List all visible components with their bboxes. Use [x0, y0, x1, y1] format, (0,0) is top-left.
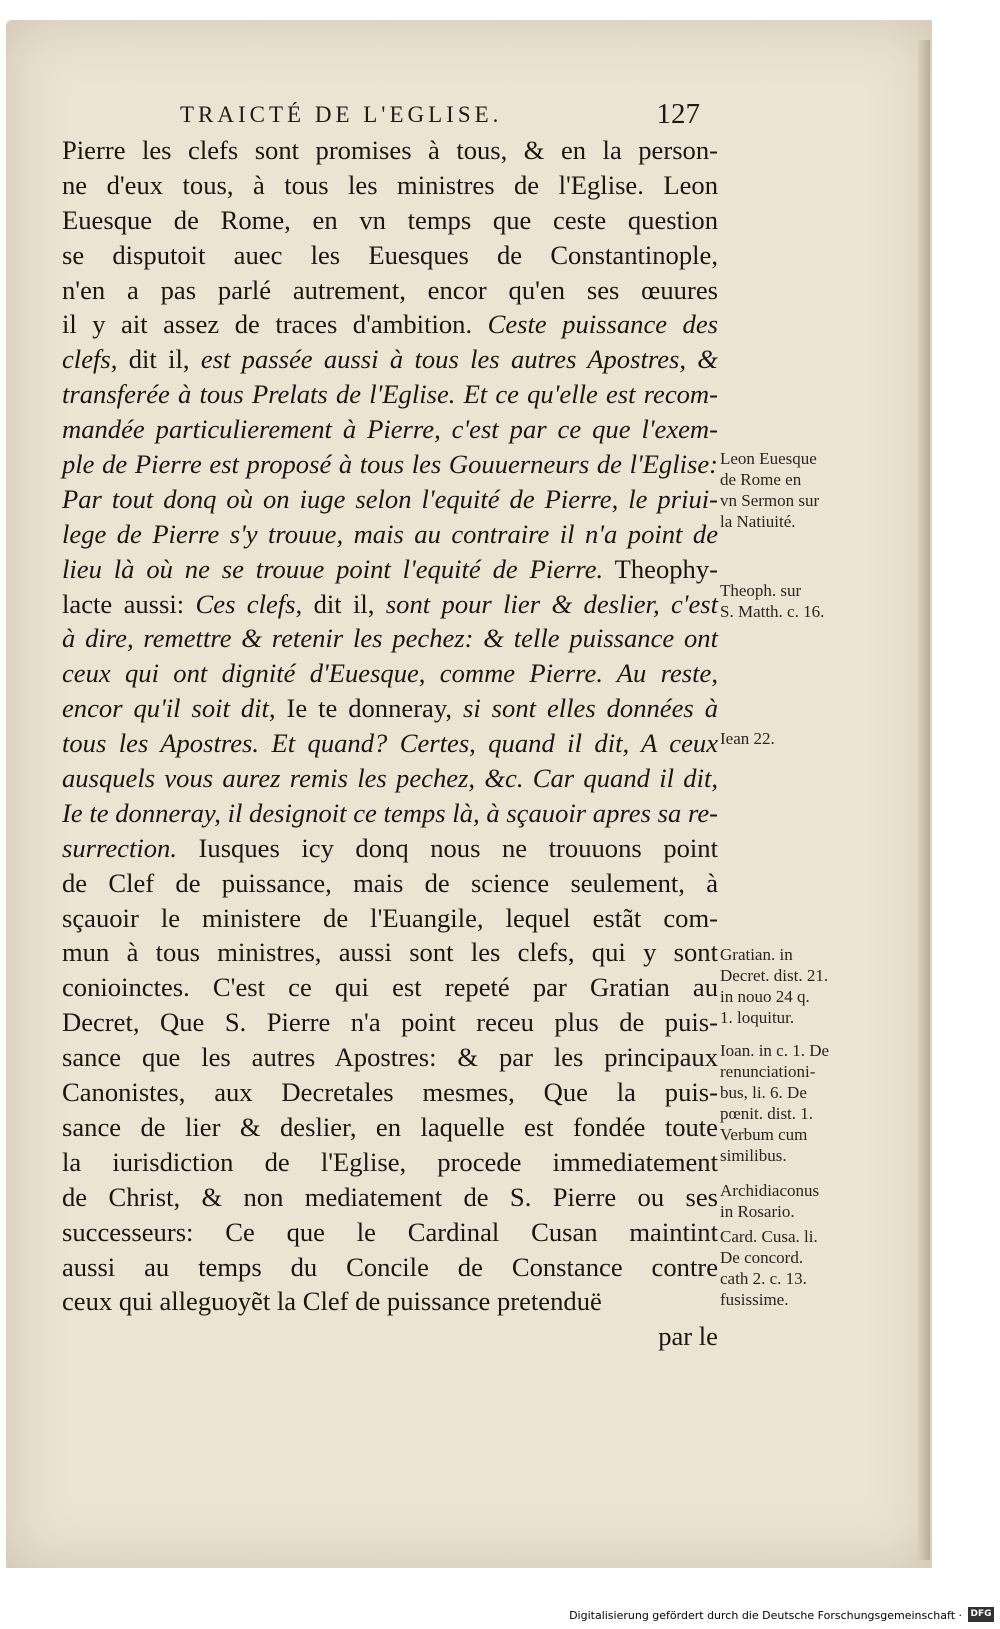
text-line	[62, 866, 718, 901]
digitization-credit: Digitalisierung gefördert durch die Deutsche Forschungsgemeinschaft ·	[569, 1609, 962, 1622]
italic-quote: lieu là où ne se trouue point l'equité de Pierre.	[62, 553, 604, 584]
italic-quote: ple de Pierre est proposé à tous les Gouuerneurs de l'Eglise:	[62, 449, 718, 480]
italic-quote: surrection.	[62, 832, 177, 863]
italic-quote: est passée aussi à tous les autres Apostres, &	[200, 344, 718, 375]
text-line	[62, 1040, 718, 1075]
text-line	[62, 1215, 718, 1250]
roman-text: successeurs: Ce que le Cardinal Cusan maintint	[62, 1216, 718, 1247]
text-line	[62, 935, 718, 970]
text-line	[62, 307, 718, 342]
text-line	[62, 517, 718, 552]
italic-quote: si sont elles données à	[463, 693, 718, 724]
margin-note-line: Archidiaconus	[720, 1181, 820, 1200]
dfg-logo-icon: DFG	[968, 1607, 994, 1622]
roman-text: il y ait assez de traces d'ambition.	[62, 309, 488, 340]
roman-text: Decret, Que S. Pierre n'a point receu plus de puis-	[62, 1007, 718, 1038]
text-line	[62, 726, 718, 761]
roman-text: de Christ, & non mediatement de S. Pierre ou ses	[62, 1181, 718, 1212]
text-line	[62, 482, 718, 517]
margin-note-line: renunciationi-	[720, 1062, 816, 1081]
margin-note-line: similibus.	[720, 1146, 787, 1165]
roman-text: de Clef de puissance, mais de science seulement, à	[62, 867, 718, 898]
text-line	[62, 238, 718, 273]
margin-note-line: Iean 22.	[720, 729, 775, 748]
margin-note	[720, 1226, 818, 1310]
text-line	[62, 901, 718, 936]
italic-quote: Ceste puissance des	[487, 309, 718, 340]
italic-quote: à dire, remettre & retenir les pechez: & telle puissance ont	[62, 623, 718, 654]
italic-quote: Ie te donneray, il designoit ce temps là, à sçauoir apres sa re-	[62, 797, 718, 828]
roman-text: aussi au temps du Concile de Constance contre	[62, 1251, 718, 1282]
text-line	[62, 970, 718, 1005]
catchword: par le	[658, 1321, 718, 1352]
roman-text: dit il,	[302, 588, 386, 619]
roman-text: sance que les autres Apostres: & par les principaux	[62, 1042, 718, 1073]
roman-text: n'en a pas parlé autrement, encor qu'en ses œuures	[62, 274, 718, 305]
margin-note-line: bus, li. 6. De	[720, 1083, 807, 1102]
margin-note	[720, 448, 819, 532]
roman-text: ceux qui alleguoyẽt la Clef de puissance pretenduë	[62, 1286, 602, 1317]
margin-note-line: in nouo 24 q.	[720, 987, 810, 1006]
page-number: 127	[656, 98, 700, 130]
text-line	[62, 796, 718, 831]
text-line	[62, 761, 718, 796]
margin-note-line: la Natiuité.	[720, 512, 796, 531]
italic-quote: encor qu'il soit dit,	[62, 693, 276, 724]
margin-note-line: in Rosario.	[720, 1202, 795, 1221]
roman-text: Ie te donneray,	[275, 693, 464, 724]
roman-text: la iurisdiction de l'Eglise, procede immediatement	[62, 1146, 718, 1177]
roman-text: Euesque de Rome, en vn temps que ceste question	[62, 204, 718, 235]
italic-quote: tous les Apostres. Et quand? Certes, quand il dit, A ceux	[62, 728, 718, 759]
text-line	[62, 1110, 718, 1145]
margin-note	[720, 580, 824, 622]
italic-quote: Par tout donq où on iuge selon l'equité de Pierre, le priui-	[62, 483, 718, 514]
margin-note	[720, 944, 828, 1028]
margin-note-line: cath 2. c. 13.	[720, 1269, 807, 1288]
text-line	[62, 1180, 718, 1215]
roman-text: sance de lier & deslier, en laquelle est fondée toute	[62, 1111, 718, 1142]
margin-note	[720, 1040, 829, 1166]
text-line	[62, 203, 718, 238]
page-edge	[918, 40, 930, 1560]
running-head: TRAICTÉ DE L'EGLISE.	[180, 102, 503, 127]
italic-quote: ausquels vous aurez remis les pechez, &c. Car quand il dit,	[62, 763, 718, 794]
roman-text: conioinctes. C'est ce qui est repeté par Gratian au	[62, 972, 718, 1003]
margin-note	[720, 1180, 819, 1222]
text-line	[62, 587, 718, 622]
margin-note-line: De concord.	[720, 1248, 804, 1267]
text-line	[62, 831, 718, 866]
roman-text: Iusques icy donq nous ne trouuons point	[176, 832, 718, 863]
text-line	[62, 1250, 718, 1285]
text-line	[62, 691, 718, 726]
italic-quote: Ces clefs,	[195, 588, 303, 619]
text-line	[62, 1005, 718, 1040]
text-line	[62, 1284, 718, 1319]
roman-text: sçauoir le ministere de l'Euangile, lequel estãt com-	[62, 902, 718, 933]
text-line	[62, 447, 718, 482]
roman-text: Canonistes, aux Decretales mesmes, Que la puis-	[62, 1077, 718, 1108]
roman-text: se disputoit auec les Euesques de Constantinople,	[62, 239, 718, 270]
text-line	[62, 656, 718, 691]
margin-note	[720, 728, 775, 749]
text-line	[62, 377, 718, 412]
margin-note-line: Verbum cum	[720, 1125, 808, 1144]
text-line	[62, 168, 718, 203]
margin-note-line: Card. Cusa. li.	[720, 1227, 818, 1246]
text-line	[62, 621, 718, 656]
margin-note-line: vn Sermon sur	[720, 491, 820, 510]
body-text	[62, 133, 718, 1354]
roman-text: ne d'eux tous, à tous les ministres de l'Eglise. Leon	[62, 169, 718, 200]
italic-quote: mandée particulierement à Pierre, c'est par ce que l'exem-	[62, 414, 718, 445]
text-line	[62, 273, 718, 308]
page-header	[180, 100, 700, 134]
margin-note-line: de Rome en	[720, 470, 802, 489]
italic-quote: ceux qui ont dignité d'Euesque, comme Pierre. Au reste,	[62, 658, 718, 689]
italic-quote: sont pour lier & deslier, c'est	[385, 588, 719, 619]
roman-text: mun à tous ministres, aussi sont les clefs, qui y sont	[62, 937, 718, 968]
margin-note-line: pœnit. dist. 1.	[720, 1104, 814, 1123]
margin-note-line: Gratian. in	[720, 945, 793, 964]
text-line	[62, 1075, 718, 1110]
margin-note-line: Leon Euesque	[720, 449, 817, 468]
roman-text: Pierre les clefs sont promises à tous, & en la person-	[62, 135, 718, 165]
text-line	[62, 133, 718, 168]
margin-note-line: Theoph. sur	[720, 581, 802, 600]
italic-quote: transferée à tous Prelats de l'Eglise. Et ce qu'elle est recom-	[62, 379, 718, 410]
text-line	[62, 552, 718, 587]
text-line	[62, 412, 718, 447]
margin-note-line: Decret. dist. 21.	[720, 966, 829, 985]
roman-text: dit il,	[117, 344, 201, 375]
italic-quote: clefs,	[62, 344, 118, 375]
text-line	[62, 342, 718, 377]
text-line	[62, 1145, 718, 1180]
italic-quote: lege de Pierre s'y trouue, mais au contraire il n'a point de	[62, 518, 718, 549]
margin-note-line: 1. loquitur.	[720, 1008, 795, 1027]
roman-text: lacte aussi:	[62, 588, 196, 619]
roman-text: Theophy-	[603, 553, 718, 584]
margin-note-line: S. Matth. c. 16.	[720, 602, 825, 621]
margin-note-line: Ioan. in c. 1. De	[720, 1041, 830, 1060]
margin-note-line: fusissime.	[720, 1290, 789, 1309]
